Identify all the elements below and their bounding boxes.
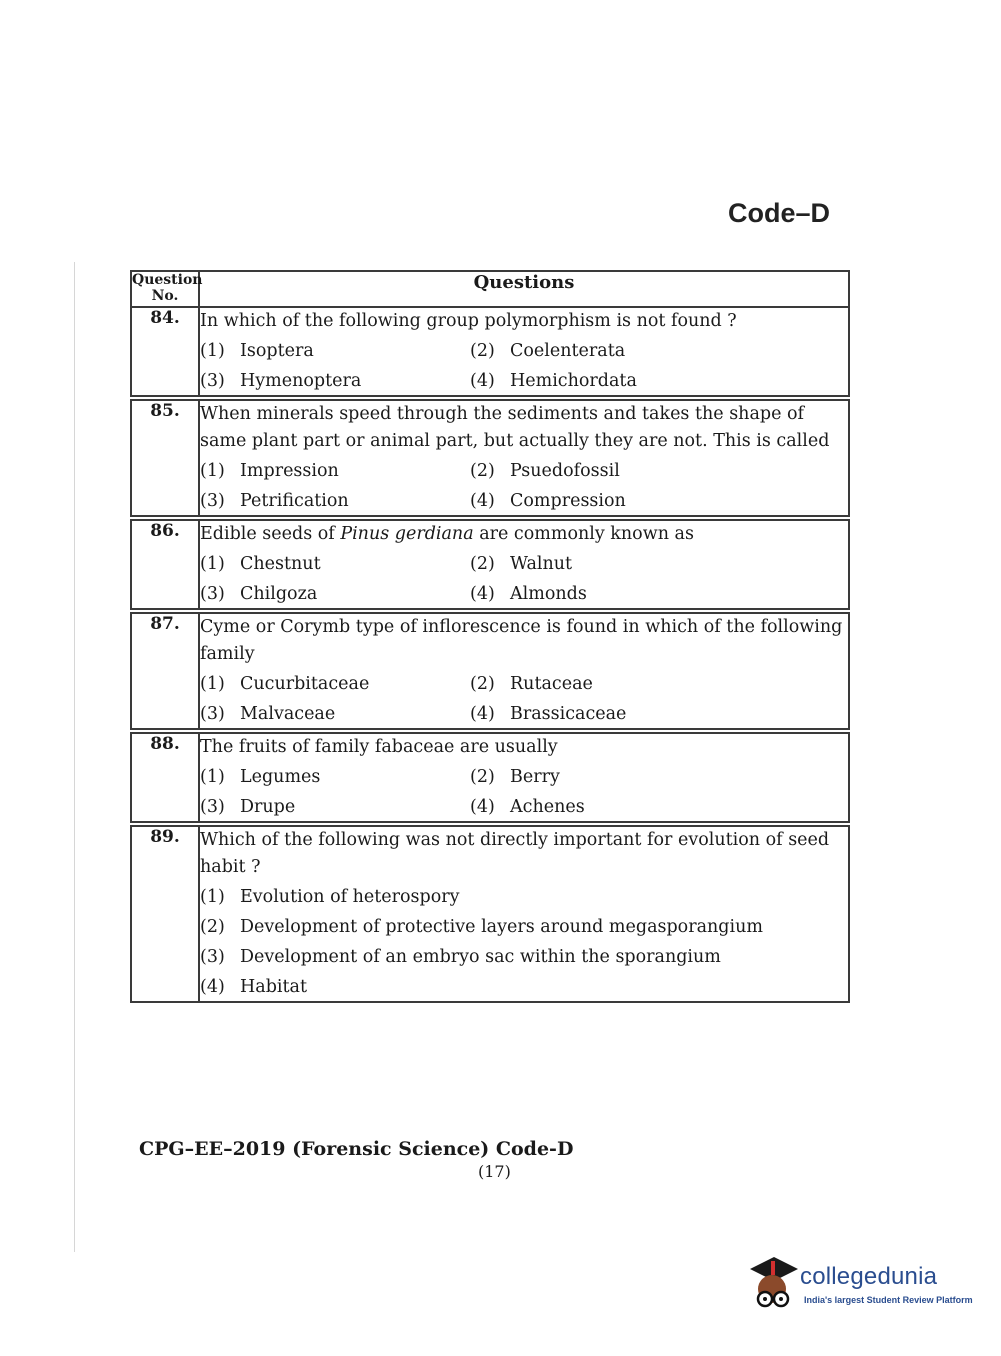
option-number: (2)	[470, 674, 495, 694]
option	[200, 458, 470, 485]
option	[200, 551, 470, 578]
option-text: Berry	[510, 767, 560, 787]
option-text: Hymenoptera	[240, 371, 362, 391]
option-number: (4)	[470, 797, 495, 817]
page-number: (17)	[478, 1162, 511, 1181]
question-number: 85.	[131, 400, 199, 516]
option-number: (3)	[200, 947, 225, 967]
option-text: Drupe	[240, 797, 296, 817]
options-grid	[200, 551, 848, 608]
question-row	[131, 826, 849, 1002]
questions-header: Questions	[199, 271, 849, 307]
option-number: (4)	[470, 704, 495, 724]
option	[200, 914, 848, 941]
option-number: (3)	[200, 371, 225, 391]
question-row	[131, 520, 849, 609]
option-text: Isoptera	[240, 341, 314, 361]
option-text: Hemichordata	[510, 371, 637, 391]
question-text-part: are commonly known as	[473, 524, 694, 544]
collegedunia-logo[interactable]	[744, 1255, 974, 1315]
page-code-header: Code–D	[728, 198, 831, 228]
option-number: (4)	[200, 977, 225, 997]
option	[200, 338, 470, 365]
question-no-header: Question No.	[131, 271, 199, 307]
option	[200, 884, 848, 911]
question-body	[199, 400, 849, 516]
option-text: Habitat	[240, 977, 307, 997]
question-row	[131, 400, 849, 516]
question-body	[199, 733, 849, 822]
option-text: Legumes	[240, 767, 321, 787]
option-number: (4)	[470, 491, 495, 511]
options-grid	[200, 338, 848, 395]
option-number: (2)	[470, 341, 495, 361]
option-number: (1)	[200, 767, 225, 787]
question-number: 87.	[131, 613, 199, 729]
option	[200, 368, 470, 395]
option-number: (1)	[200, 341, 225, 361]
logo-wordmark: collegedunia	[800, 1263, 938, 1290]
option	[470, 794, 848, 821]
option-text: Cucurbitaceae	[240, 674, 370, 694]
option-text: Compression	[510, 491, 626, 511]
option-text: Petrification	[240, 491, 349, 511]
option-text: Malvaceae	[240, 704, 336, 724]
option	[200, 701, 470, 728]
option	[470, 671, 848, 698]
question-body	[199, 613, 849, 729]
question-text: Which of the following was not directly important for evolution of seed habit ?	[200, 830, 830, 877]
option	[200, 671, 470, 698]
question-number: 86.	[131, 520, 199, 609]
question-row	[131, 613, 849, 729]
option-number: (2)	[470, 767, 495, 787]
question-body	[199, 520, 849, 609]
question-text: Cyme or Corymb type of inflorescence is found in which of the following family	[200, 617, 843, 664]
option	[200, 581, 470, 608]
option	[470, 368, 848, 395]
option-text: Almonds	[510, 584, 587, 604]
question-text	[200, 521, 848, 548]
question-row	[131, 733, 849, 822]
options-grid	[200, 764, 848, 821]
option-text: Chestnut	[240, 554, 321, 574]
option	[470, 701, 848, 728]
option-number: (3)	[200, 797, 225, 817]
option	[470, 764, 848, 791]
species-name: Pinus gerdiana	[340, 524, 474, 544]
option	[470, 338, 848, 365]
question-body	[199, 307, 849, 396]
option-number: (1)	[200, 887, 225, 907]
options-grid	[200, 458, 848, 515]
logo-tagline: India's largest Student Review Platform	[804, 1295, 973, 1305]
option-number: (1)	[200, 674, 225, 694]
footer-exam-code: CPG–EE–2019 (Forensic Science) Code-D	[139, 1138, 574, 1160]
option-text: Development of an embryo sac within the sporangium	[240, 947, 721, 967]
question-text: The fruits of family fabaceae are usually	[200, 737, 558, 757]
option	[470, 581, 848, 608]
question-number: 88.	[131, 733, 199, 822]
question-row	[131, 307, 849, 396]
option	[200, 488, 470, 515]
option-text: Evolution of heterospory	[240, 887, 460, 907]
option-number: (1)	[200, 554, 225, 574]
question-body	[199, 826, 849, 1002]
option	[200, 944, 848, 971]
scan-edge-line	[74, 262, 75, 1252]
option-number: (3)	[200, 704, 225, 724]
option-text: Psuedofossil	[510, 461, 620, 481]
option-text: Brassicaceae	[510, 704, 627, 724]
option-text: Development of protective layers around megasporangium	[240, 917, 763, 937]
options-list	[200, 884, 848, 1001]
option	[200, 794, 470, 821]
option-number: (4)	[470, 371, 495, 391]
option	[470, 488, 848, 515]
option-text: Achenes	[510, 797, 585, 817]
question-text: When minerals speed through the sediments and takes the shape of same plant part or animal part, but actually they are not. This is called	[200, 404, 830, 451]
option-text: Walnut	[510, 554, 573, 574]
option-number: (4)	[470, 584, 495, 604]
question-text: In which of the following group polymorphism is not found ?	[200, 311, 737, 331]
mascot-icon	[744, 1255, 800, 1315]
option-text: Coelenterata	[510, 341, 626, 361]
option-number: (3)	[200, 491, 225, 511]
option	[470, 551, 848, 578]
option	[470, 458, 848, 485]
question-number: 84.	[131, 307, 199, 396]
table-header-row	[131, 271, 849, 307]
option-number: (3)	[200, 584, 225, 604]
option-number: (2)	[200, 917, 225, 937]
option-number: (2)	[470, 554, 495, 574]
option-number: (2)	[470, 461, 495, 481]
option-text: Chilgoza	[240, 584, 318, 604]
options-grid	[200, 671, 848, 728]
questions-table	[130, 270, 850, 1003]
option	[200, 974, 848, 1001]
question-text-part: Edible seeds of	[200, 524, 341, 544]
option	[200, 764, 470, 791]
question-number: 89.	[131, 826, 199, 1002]
option-text: Rutaceae	[510, 674, 593, 694]
option-number: (1)	[200, 461, 225, 481]
option-text: Impression	[240, 461, 339, 481]
